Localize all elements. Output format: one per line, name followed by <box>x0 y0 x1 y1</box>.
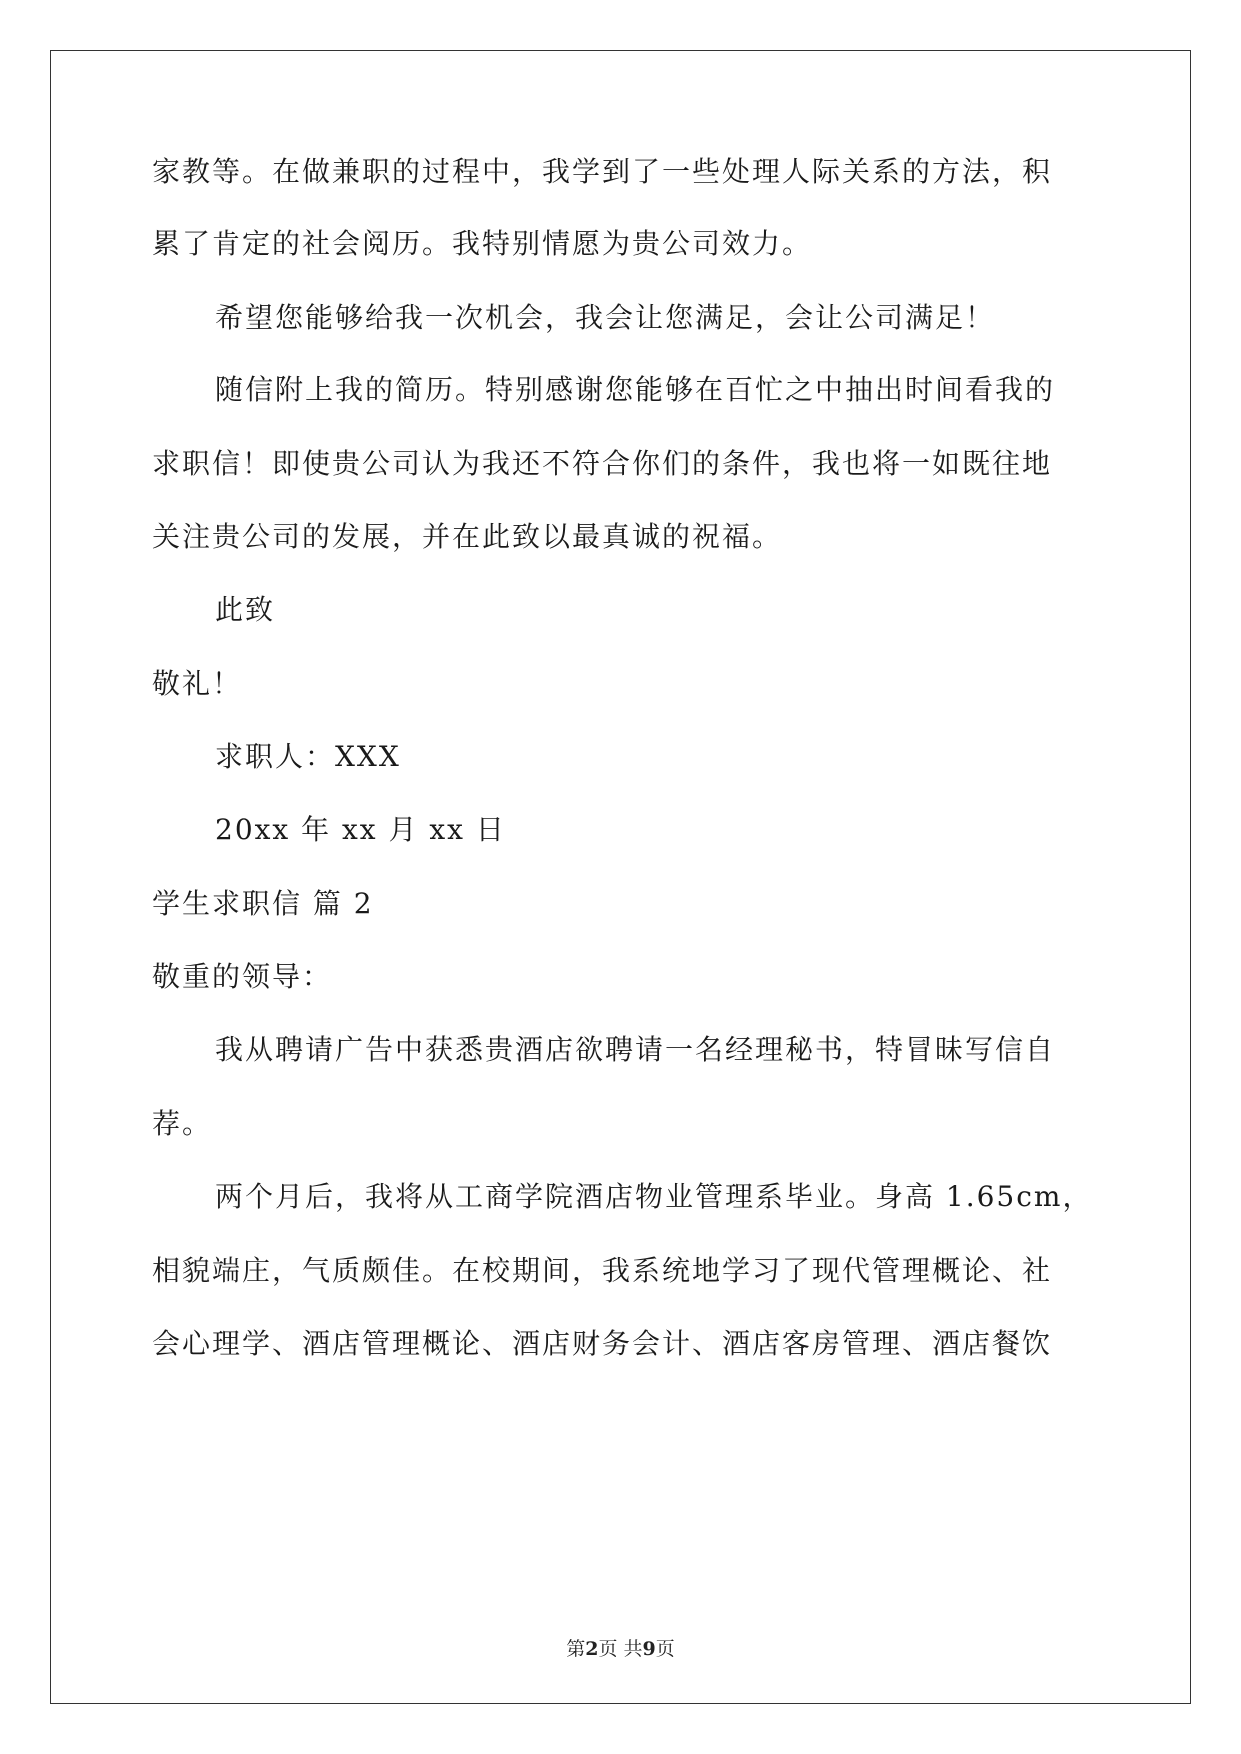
text-line: 关注贵公司的发展，并在此致以最真诚的祝福。 <box>152 520 783 553</box>
greeting: 敬重的领导： <box>152 960 333 993</box>
total-pages-number: 9 <box>642 1638 656 1660</box>
text-line: 累了肯定的社会阅历。我特别情愿为贵公司效力。 <box>152 227 813 260</box>
footer-mid: 页 共 <box>598 1638 643 1660</box>
page-number-footer <box>0 1637 1241 1661</box>
text-line: 相貌端庄，气质颇佳。在校期间，我系统地学习了现代管理概论、社 <box>152 1254 1053 1287</box>
text-line: 荐。 <box>152 1107 213 1140</box>
text-line: 求职信！即使贵公司认为我还不符合你们的条件，我也将一如既往地 <box>152 447 1053 480</box>
signature-date: 20xx 年 xx 月 xx 日 <box>215 813 506 846</box>
signature-applicant: 求职人：XXX <box>215 740 401 773</box>
section-heading: 学生求职信 篇 2 <box>152 887 374 920</box>
footer-prefix: 第 <box>566 1638 586 1660</box>
text-line: 会心理学、酒店管理概论、酒店财务会计、酒店客房管理、酒店餐饮 <box>152 1327 1053 1360</box>
salutation-respect: 敬礼！ <box>152 667 243 700</box>
text-line: 我从聘请广告中获悉贵酒店欲聘请一名经理秘书，特冒昧写信自 <box>215 1033 1056 1066</box>
text-line: 希望您能够给我一次机会，我会让您满足，会让公司满足！ <box>215 301 996 334</box>
text-line: 家教等。在做兼职的过程中，我学到了一些处理人际关系的方法，积 <box>152 155 1053 188</box>
footer-suffix: 页 <box>655 1638 675 1660</box>
text-line: 随信附上我的简历。特别感谢您能够在百忙之中抽出时间看我的 <box>215 373 1056 406</box>
text-line: 两个月后，我将从工商学院酒店物业管理系毕业。身高 1.65cm， <box>215 1180 1093 1213</box>
current-page-number: 2 <box>585 1638 599 1660</box>
salutation-closing: 此致 <box>215 593 276 626</box>
